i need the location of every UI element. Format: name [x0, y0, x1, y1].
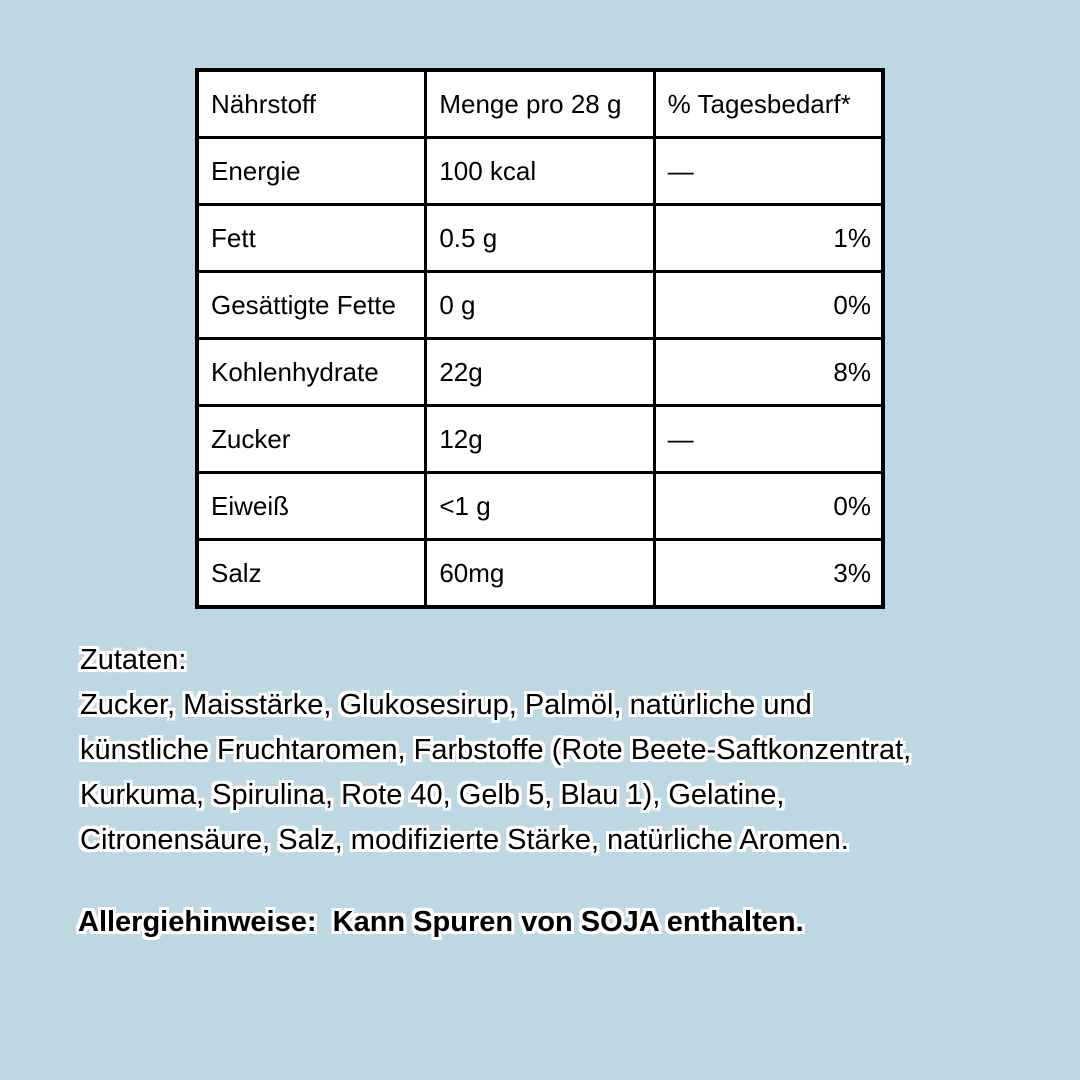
column-header-nutrient: Nährstoff	[199, 72, 424, 136]
amount-cell: 0.5 g	[427, 206, 652, 270]
amount-cell: 22g	[427, 340, 652, 404]
amount-cell: 60mg	[427, 541, 652, 605]
column-header-daily-value: % Tagesbedarf*	[656, 72, 881, 136]
daily-value-cell: 1%	[656, 206, 881, 270]
nutrient-cell: Zucker	[199, 407, 424, 471]
column-header-amount: Menge pro 28 g	[427, 72, 652, 136]
daily-value-cell: 0%	[656, 273, 881, 337]
ingredients-text-line: Zucker, Maisstärke, Glukosesirup, Palmöl, natürliche und	[80, 689, 812, 721]
nutrition-table	[195, 68, 885, 609]
nutrient-cell: Salz	[199, 541, 424, 605]
ingredients-text-line: Kurkuma, Spirulina, Rote 40, Gelb 5, Blau 1), Gelatine,	[80, 779, 785, 811]
ingredients-section	[80, 638, 1020, 863]
amount-cell: 12g	[427, 407, 652, 471]
daily-value-cell: —	[656, 139, 881, 203]
nutrient-cell: Eiweiß	[199, 474, 424, 538]
nutrient-cell: Energie	[199, 139, 424, 203]
daily-value-cell: —	[656, 407, 881, 471]
ingredients-heading: Zutaten:	[80, 644, 187, 676]
ingredients-text-line: künstliche Fruchtaromen, Farbstoffe (Rote Beete-Saftkonzentrat,	[80, 734, 912, 766]
amount-cell: <1 g	[427, 474, 652, 538]
amount-cell: 100 kcal	[427, 139, 652, 203]
ingredients-text-line: Citronensäure, Salz, modifizierte Stärke, natürliche Aromen.	[80, 824, 849, 856]
allergy-notice: Allergiehinweise: Kann Spuren von SOJA enthalten.	[78, 906, 804, 938]
nutrient-cell: Kohlenhydrate	[199, 340, 424, 404]
amount-cell: 0 g	[427, 273, 652, 337]
nutrient-cell: Fett	[199, 206, 424, 270]
nutrient-cell: Gesättigte Fette	[199, 273, 424, 337]
daily-value-cell: 0%	[656, 474, 881, 538]
daily-value-cell: 3%	[656, 541, 881, 605]
daily-value-cell: 8%	[656, 340, 881, 404]
